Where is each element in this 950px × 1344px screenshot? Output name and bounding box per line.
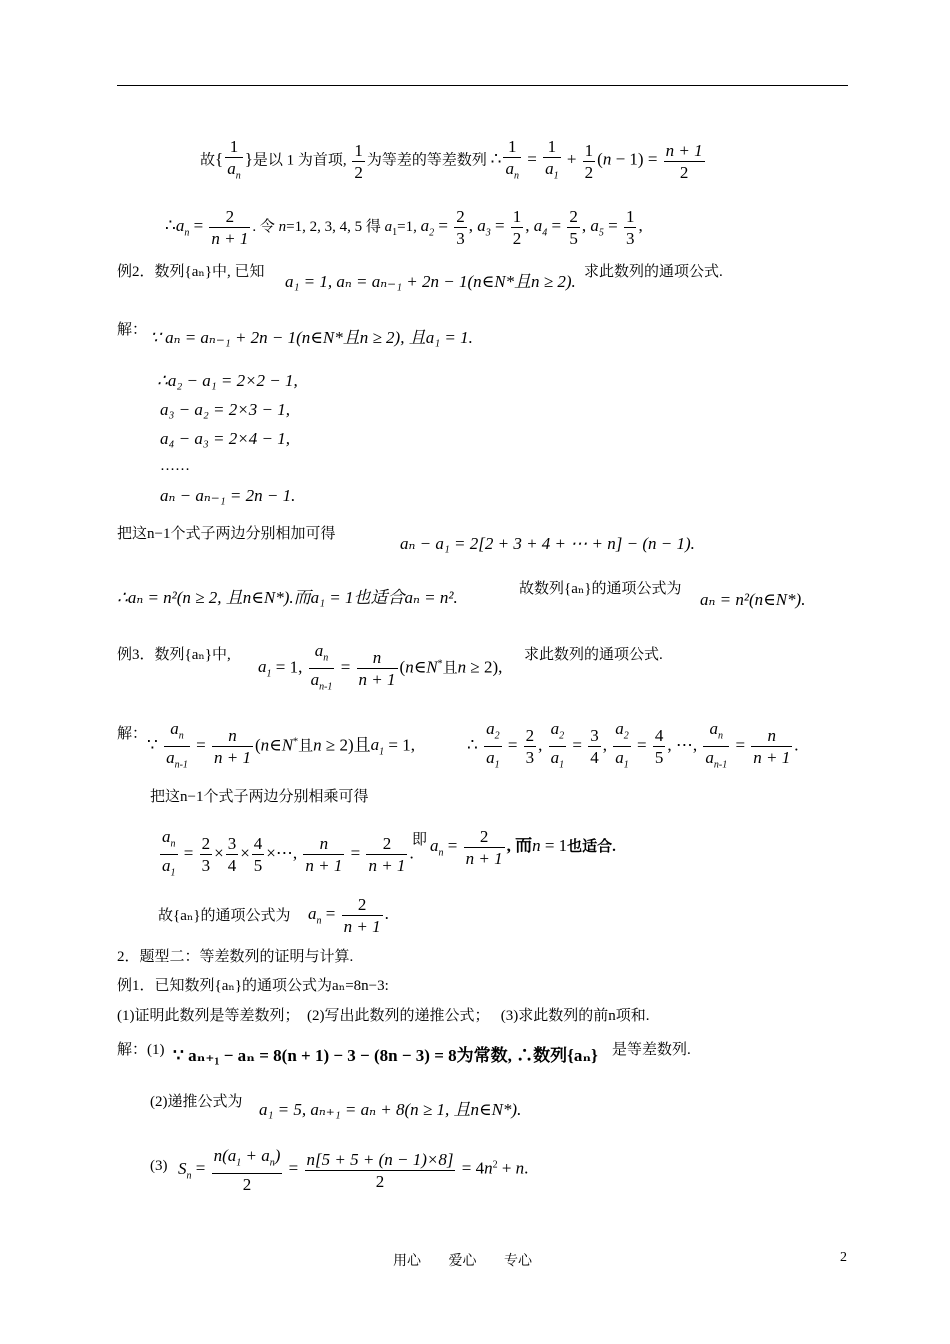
result-3-text: 故{aₙ}的通项公式为 bbox=[158, 908, 291, 924]
questions: (1)证明此数列是等差数列； (2)写出此数列的递推公式； (3)求此数列的前n项和. bbox=[117, 1008, 650, 1024]
example-3-tail: 求此数列的通项公式. bbox=[524, 647, 663, 663]
solution-3-chain: ∴ $\frac{a_2}{a_1}$ = $\frac{2}{3}$ , $\frac{a_2}{a_1}$ = $\frac{3}{4}$ , $\frac{a_2}{a_1}$ = $\frac{4}{5}$ , ⋯, $\frac{a_n}{a_{n-1}}$ = $\frac{n}{n + 1}$ . bbox=[467, 719, 799, 771]
solution-1-label: 解：(1) bbox=[117, 1042, 165, 1058]
recurrence-formula: a₁ = 5, aₙ₊₁ = aₙ + 8(n ≥ 1, 且n∈N*). bbox=[259, 1100, 522, 1119]
example-2-formula: a₁ = 1, aₙ = aₙ₋₁ + 2n − 1(n∈N*且n ≥ 2). bbox=[285, 272, 576, 291]
sum-n-formula: $S_n$ = $\frac{n(a_1 + a_n)}{2}$ = $\frac{n[5 + 5 + (n - 1)\times 8]}{2}$ = $4n^2 + n$. bbox=[178, 1146, 529, 1195]
solution-3-label: 解： bbox=[117, 726, 148, 742]
example-2-tail: 求此数列的通项公式. bbox=[584, 264, 723, 280]
result-2-formula: aₙ = n²(n∈N*). bbox=[700, 590, 806, 609]
footer-motto: 用心 爱心 专心 bbox=[393, 1254, 532, 1269]
example-1-label: 例1．已知数列{aₙ}的通项公式为aₙ=8n−3: bbox=[117, 978, 389, 994]
solution-1-tail: 是等差数列. bbox=[612, 1042, 691, 1058]
step-last: aₙ − aₙ₋₁ = 2n − 1. bbox=[160, 486, 296, 505]
step-1: ∴a₂ − a₁ = 2×2 − 1, bbox=[157, 371, 298, 390]
ji-formula: $a_n$ = $\frac{2}{n + 1}$ , 而n = 1也适合. bbox=[430, 827, 616, 868]
result-2: ∴aₙ = n²(n ≥ 2, 且n∈N*).而a₁ = 1也适合aₙ = n². bbox=[117, 588, 458, 607]
sum-formula: aₙ − a₁ = 2[2 + 3 + 4 + ⋯ + n] − (n − 1). bbox=[400, 534, 695, 553]
line-1: 故{ $\frac{1}{a_n}$ }是以 1 为首项, $\frac{1}{2}$ 为等差的等差数列 ∴ $\frac{1}{a_n}$ = $\frac{1}{a_1}$ + $\frac{1}{2}$ (n − 1) = $\frac{n + 1}{2}$ bbox=[200, 137, 703, 182]
recurrence-label: (2)递推公式为 bbox=[150, 1094, 243, 1110]
step-3: a₄ − a₃ = 2×4 − 1, bbox=[160, 429, 290, 448]
result-3-formula: $a_n$ = $\frac{2}{n + 1}$ . bbox=[308, 895, 389, 936]
header-rule bbox=[117, 85, 848, 86]
solution-1-formula: ∵ aₙ₊₁ − aₙ = 8(n + 1) − 3 − (8n − 3) = 8为常数, ∴数列{aₙ} bbox=[173, 1046, 598, 1065]
solution-3-formula: ∵ $\frac{a_n}{a_{n-1}}$ = $\frac{n}{n + 1}$ (n∈N*且n ≥ 2)且$a_1 = 1$, bbox=[147, 719, 415, 771]
ji-label: 即 bbox=[412, 832, 428, 848]
step-2: a₃ − a₂ = 2×3 − 1, bbox=[160, 400, 290, 419]
sum-text: 把这n−1个式子两边分别相加可得 bbox=[117, 526, 336, 542]
product-formula: $\frac{a_n}{a_1}$ = $\frac{2}{3}$ × $\frac{3}{4}$ × $\frac{4}{5}$ ×⋯, $\frac{n}{n + 1}$ = $\frac{2}{n + 1}$ . bbox=[162, 827, 414, 879]
solution-2-label: 解： bbox=[117, 322, 148, 338]
example-3-label: 例3．数列{aₙ}中, bbox=[117, 647, 231, 663]
example-3-formula: $a_1 = 1$, $\frac{a_n}{a_{n-1}}$ = $\frac{n}{n + 1}$ (n∈N*且n ≥ 2), bbox=[258, 641, 503, 693]
sum-label: (3) bbox=[150, 1158, 168, 1174]
solution-2-formula: ∵ aₙ = aₙ₋₁ + 2n − 1(n∈N*且n ≥ 2), 且a₁ = 1. bbox=[150, 328, 473, 347]
multiply-text: 把这n−1个式子两边分别相乘可得 bbox=[150, 789, 369, 805]
line-2: $\therefore a_n$ = $\frac{2}{n + 1}$ . 令 n=1, 2, 3, 4, 5 得 $a_1=1$, $a_2$ = $\frac{2}{3}$ , $a_3$ = $\frac{1}{2}$ , $a_4$ = $\frac{2}{5}$ , $a_5$ = $\frac{1}{3}$ , bbox=[165, 207, 643, 248]
step-ellipsis: …… bbox=[160, 458, 190, 474]
result-2-text: 故数列{aₙ}的通项公式为 bbox=[519, 581, 682, 597]
page-number: 2 bbox=[840, 1250, 847, 1265]
section-2-title: 2．题型二：等差数列的证明与计算. bbox=[117, 949, 354, 965]
example-2-label: 例2．数列{aₙ}中, 已知 bbox=[117, 264, 265, 280]
